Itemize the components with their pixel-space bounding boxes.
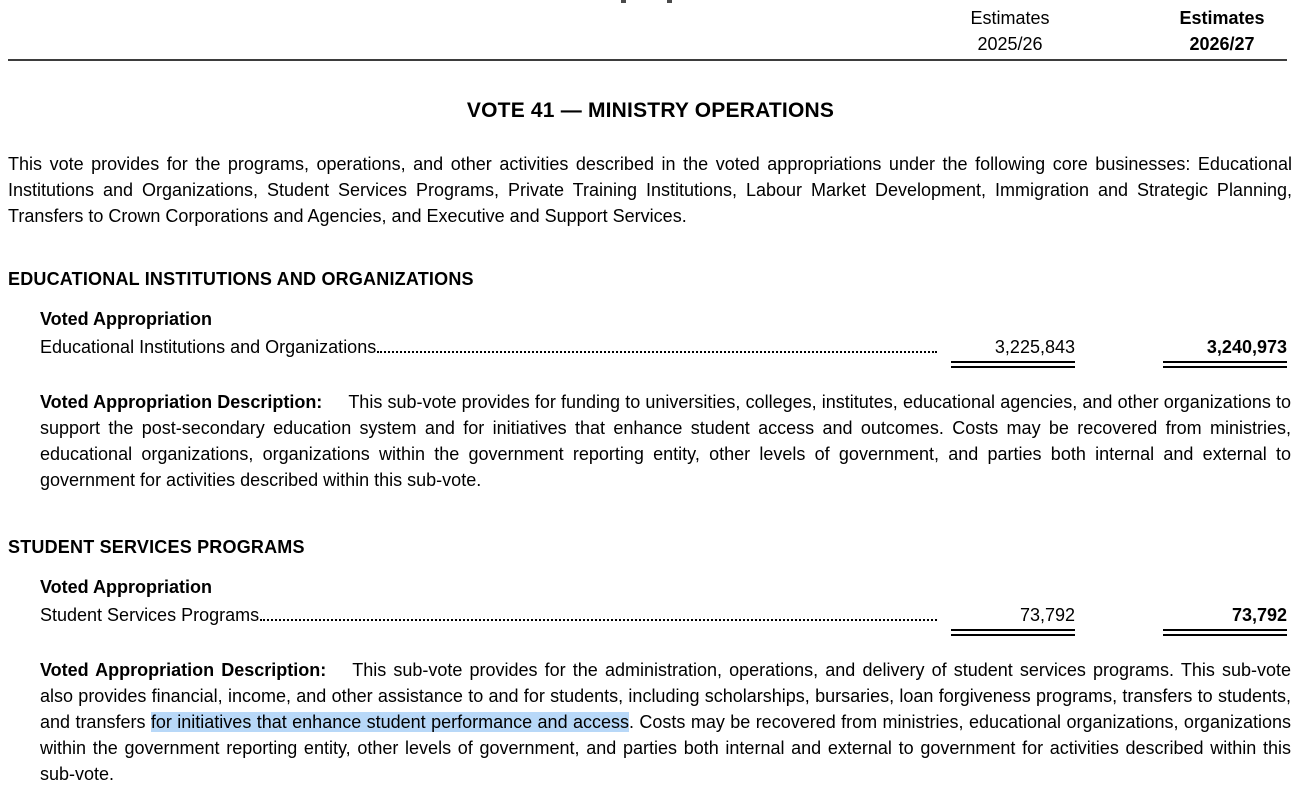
double-underline — [1163, 629, 1287, 636]
description-text-before-highlight: This sub-vote provides for the administration, operations, and delivery of student services programs. This sub-vote also provides financial, income, and other assistance to and for students, including scholarships, bursaries, loan forgiveness programs, transfers to students, and transfers — [40, 660, 1291, 732]
estimates-column-headers — [0, 0, 1301, 57]
column-header-line1: Estimates — [1179, 8, 1265, 28]
highlighted-text: for initiatives that enhance student performance and access — [150, 712, 630, 732]
vote-title: VOTE 41 — MINISTRY OPERATIONS — [466, 99, 835, 122]
double-underline — [951, 361, 1075, 368]
amount-2025-26 — [945, 605, 1075, 626]
description-text-after-highlight: . Costs may be recovered from ministries, educational organizations, organizations within the government reporting entity, other levels of government, and parties both internal and external to government for activities described within this sub-vote. — [40, 712, 1291, 784]
section-student-services-programs — [0, 537, 1301, 787]
description-text: This sub-vote provides for funding to universities, colleges, institutes, educational agencies, and other organizations to support the post-secondary education system and for initiatives that enhance student access and outcomes. Costs may be recovered from ministries, educational organizations, organizations within the government reporting entity, other levels of government, and parties both internal and external to government for activities described within this sub-vote. — [40, 392, 1292, 490]
voted-appropriation-description — [40, 657, 1291, 787]
voted-appropriation-description — [40, 389, 1291, 493]
dot-leader — [377, 338, 937, 353]
description-label: Voted Appropriation Description: — [40, 392, 323, 412]
appropriation-row-label: Student Services Programs — [40, 605, 260, 625]
appropriation-row — [40, 337, 1287, 358]
section-heading: STUDENT SERVICES PROGRAMS — [8, 537, 305, 557]
dot-leader — [260, 606, 937, 621]
cropped-text-artifact — [667, 0, 672, 3]
amount-value: 73,792 — [1019, 605, 1075, 625]
double-underline — [951, 629, 1075, 636]
amount-2026-27 — [1157, 605, 1287, 626]
vote-intro-paragraph: This vote provides for the programs, operations, and other activities described in the voted appropriations under the following core businesses: Educational Institutions and Organizations, Student Services Programs, Private Training Institutions, Labour Market Development, Immigration and Strategic Planning, Transfers to Crown Corporations and Agencies, and Executive and Support Services. — [8, 154, 1292, 226]
appropriation-row — [40, 605, 1287, 626]
section-heading: EDUCATIONAL INSTITUTIONS AND ORGANIZATIONS — [8, 269, 474, 289]
description-label: Voted Appropriation Description: — [40, 660, 327, 680]
voted-appropriation-subheading: Voted Appropriation — [40, 309, 212, 329]
amount-value: 3,240,973 — [1206, 337, 1287, 357]
column-header-line2: 2026/27 — [1189, 34, 1255, 54]
voted-appropriation-subheading: Voted Appropriation — [40, 577, 212, 597]
appropriation-row-label: Educational Institutions and Organizations — [40, 337, 377, 357]
amount-2026-27 — [1157, 337, 1287, 358]
column-header-estimates-2026-27 — [1157, 5, 1287, 57]
amount-value: 73,792 — [1231, 605, 1287, 625]
column-header-estimates-2025-26 — [945, 5, 1075, 57]
amount-2025-26 — [945, 337, 1075, 358]
amount-value: 3,225,843 — [994, 337, 1075, 357]
column-header-line1: Estimates — [970, 8, 1050, 28]
section-educational-institutions-and-organizations — [0, 269, 1301, 493]
header-divider-rule — [8, 59, 1287, 61]
column-header-line2: 2025/26 — [977, 34, 1043, 54]
cropped-text-artifact — [621, 0, 626, 3]
double-underline — [1163, 361, 1287, 368]
